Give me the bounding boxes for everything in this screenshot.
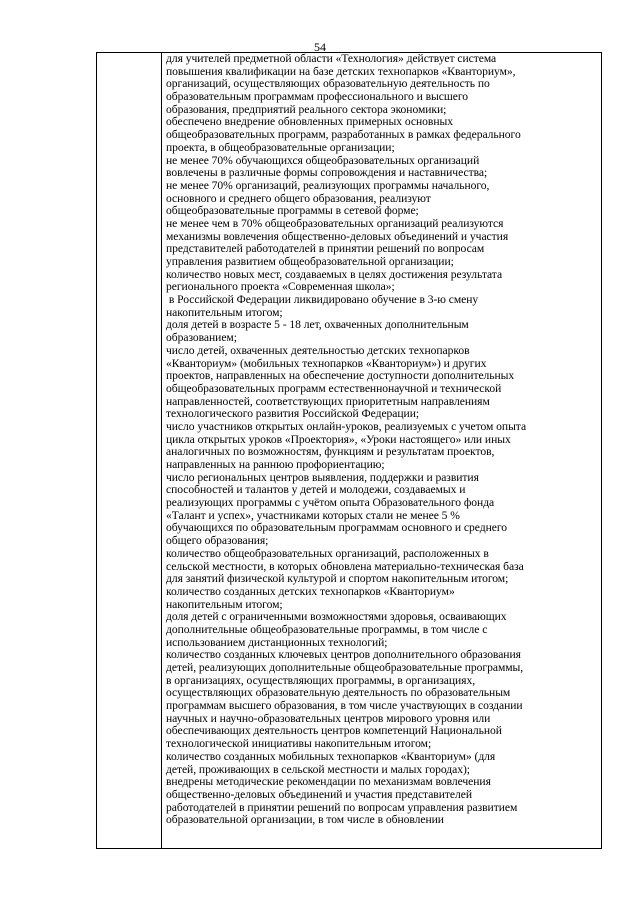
table-column-divider [161,52,162,849]
text-line: научных и научно-образовательных центров мирового уровня или [166,711,491,725]
text-line: «Кванториум» (мобильных технопарков «Кванториум») и других [166,356,487,370]
table-right-border [601,52,602,849]
text-line: число региональных центров выявления, поддержки и развития [166,470,479,484]
text-line: количество созданных ключевых центров дополнительного образования [166,648,521,662]
text-line: доля детей с ограниченными возможностями здоровья, осваивающих [166,610,507,624]
page-number: 54 [314,40,326,54]
text-line: не менее 70% организаций, реализующих программы начального, [166,178,490,192]
text-line: образовательным программам профессионального и высшего [166,90,468,104]
text-line: управления развитием общеобразовательной организации; [166,255,454,268]
text-line: технологической инициативы накопительным итогом; [166,737,432,751]
text-line: образованием; [166,331,237,345]
text-line: образовательной организации, в том числе в обновлении [166,813,444,827]
text-line: реализующих программы с учётом опыта Образовательного фонда [166,496,495,510]
text-line: для учителей предметной области «Технология» действует система [166,52,497,65]
text-line: в организациях, осуществляющих программы, в организациях, [166,673,476,687]
text-line: вовлечены в различные формы сопровождения и наставничества; [166,166,488,180]
table-frame [96,52,602,849]
text-line: количество созданных детских технопарков «Кванториум» [166,584,455,598]
text-line: регионального проекта «Современная школа»; [166,280,395,294]
table-left-border [96,52,97,849]
text-line: осуществляющих образовательную деятельность по образовательным [166,686,511,700]
text-line: образования, предприятий реального сектора экономики; [166,102,447,116]
text-line: общего образования; [166,534,269,548]
text-line: цикла открытых уроков «Проектория», «Уроки настоящего» или иных [166,432,511,446]
text-line: количество созданных мобильных технопарков «Кванториум» (для [166,749,496,763]
text-line: программам высшего образования, в том числе участвующих в создании [166,699,523,713]
text-line: детей, реализующих дополнительные общеобразовательные программы, [166,661,524,674]
text-line: для занятий физической культурой и спортом накопительным итогом; [166,572,509,586]
text-line: накопительным итогом; [166,597,283,611]
text-line: направленных на раннюю профориентацию; [166,458,385,471]
text-line: представителей работодателей в принятии решений по вопросам [166,242,485,256]
text-line: накопительным итогом; [166,305,283,319]
text-line: дополнительные общеобразовательные программы, в том числе с [166,622,488,636]
text-line: общеобразовательные программы в сетевой форме; [166,204,419,218]
text-line: проекта, в общеобразовательные организации; [166,140,395,154]
text-line: организаций, осуществляющих образовательную деятельность по [166,77,490,91]
text-line: количество общеобразовательных организаций, расположенных в [166,546,489,560]
text-line: не менее 70% обучающихся общеобразовательных организаций [166,153,480,167]
text-line: детей, проживающих в сельской местности и малых городах); [166,762,470,776]
text-line: внедрены методические рекомендации по механизмам вовлечения [166,775,491,789]
text-line: направленностей, соответствующих приоритетным направлениям [166,394,490,408]
text-line: обеспечивающих деятельность центров компетенций Национальной [166,724,502,738]
text-line: технологического развития Российской Федерации; [166,407,420,421]
text-line: повышения квалификации на базе детских технопарков «Кванториум», [166,64,516,78]
text-line: способностей и талантов у детей и молодежи, создаваемых и [166,483,466,497]
table-cell-text [166,53,598,827]
text-line: сельской местности, в которых обновлена материально-техническая база [166,559,524,573]
text-line: основного и среднего общего образования, реализуют [166,191,431,205]
text-line: общеобразовательных программ, разработанных в рамках федерального [166,128,521,142]
text-line: общеобразовательных программ естественнонаучной и технической [166,381,502,395]
text-line: использованием дистанционных технологий; [166,635,388,649]
text-line: доля детей в возрасте 5 - 18 лет, охваченных дополнительным [166,318,469,332]
text-line: общественно-деловых объединений и участия представителей [166,787,472,801]
text-line: количество новых мест, создаваемых в целях достижения результата [166,267,503,281]
text-line: «Талант и успех», участниками которых стали не менее 5 % [166,508,460,522]
text-line: обеспечено внедрение обновленных примерных основных [166,115,453,129]
text-line: в Российской Федерации ликвидировано обучение в 3-ю смену [166,293,479,307]
text-line: обучающихся по образовательным программам основного и среднего [166,521,507,535]
text-line: аналогичных по возможностям, функциям и результатам проектов, [166,445,495,459]
text-line: число детей, охваченных деятельностью детских технопарков [166,343,470,357]
text-line: не менее чем в 70% общеобразовательных организаций реализуются [166,216,504,230]
text-line: число участников открытых онлайн-уроков, реализуемых с учетом опыта [166,419,527,433]
text-line: механизмы вовлечения общественно-деловых объединений и участия [166,229,509,243]
table-bottom-border [96,848,602,849]
text-line: проектов, направленных на обеспечение доступности дополнительных [166,369,515,383]
text-line: работодателей в принятии решений по вопросам управления развитием [166,800,518,814]
